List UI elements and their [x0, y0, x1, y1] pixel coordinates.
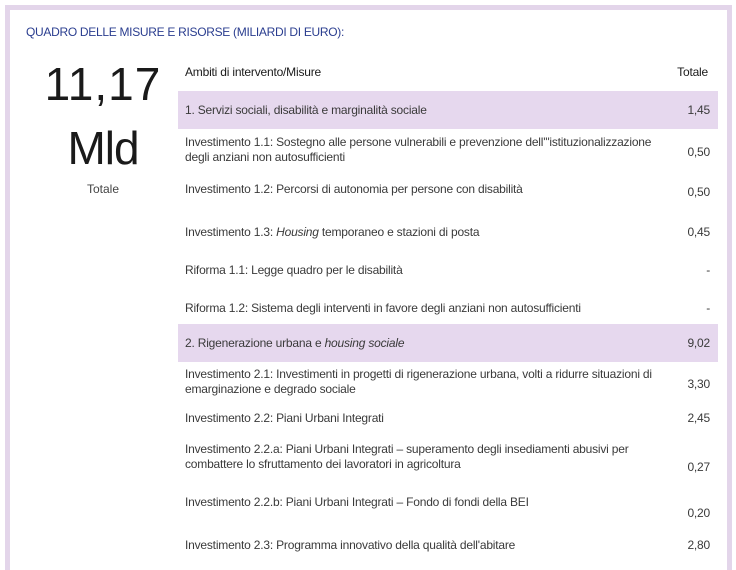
table-row	[178, 530, 718, 560]
column-header-measures: Ambiti di intervento/Misure	[185, 64, 321, 79]
row-label: 1. Servizi sociali, disabilità e marginalità sociale	[185, 102, 427, 117]
table-row	[178, 435, 718, 485]
total-amount: 11,17	[44, 58, 162, 110]
table-header	[178, 60, 718, 84]
table-row	[178, 213, 718, 251]
total-unit: Mld	[67, 122, 139, 174]
row-value: 0,50	[687, 145, 710, 159]
row-value: 1,45	[687, 103, 710, 117]
row-label: Riforma 1.1: Legge quadro per le disabilità	[185, 262, 403, 277]
row-label: Investimento 2.2: Piani Urbani Integrati	[185, 410, 384, 425]
panel-heading: QUADRO DELLE MISURE E RISORSE (MILIARDI DI EURO):	[26, 25, 345, 39]
row-value: 2,45	[687, 411, 710, 425]
table-row	[178, 129, 718, 171]
row-value: 2,80	[687, 538, 710, 552]
row-value: 0,50	[687, 185, 710, 199]
row-label: Riforma 1.2: Sistema degli interventi in favore degli anziani non autosufficienti	[185, 300, 581, 315]
table-row-section-2	[178, 324, 718, 362]
row-label: Investimento 2.2.a: Piani Urbani Integrati – superamento degli insediamenti abusivi per combattere lo sfruttamento dei lavoratori in agricoltura	[185, 442, 629, 471]
table-row	[178, 363, 718, 401]
table-row	[178, 485, 718, 525]
row-value: -	[706, 263, 710, 277]
table-row-section-1	[178, 91, 718, 129]
measures-panel	[5, 5, 732, 570]
row-value: -	[706, 301, 710, 315]
row-label: Investimento 2.3: Programma innovativo della qualità dell'abitare	[185, 537, 516, 552]
total-label: Totale	[86, 182, 120, 196]
row-label: 2. Rigenerazione urbana e housing sociale	[185, 335, 405, 350]
table-row	[178, 403, 718, 433]
row-value: 0,20	[687, 506, 710, 520]
row-label: Investimento 1.2: Percorsi di autonomia per persone con disabilità	[185, 181, 523, 196]
row-label: Investimento 2.2.b: Piani Urbani Integrati – Fondo di fondi della BEI	[185, 494, 529, 509]
row-label: Investimento 2.1: Investimenti in progetti di rigenerazione urbana, volti a ridurre situazioni di emarginazione e degrado sociale	[185, 367, 652, 396]
column-header-total: Totale	[677, 65, 708, 79]
row-value: 0,27	[687, 460, 710, 474]
table-row	[178, 251, 718, 289]
row-label: Investimento 1.1: Sostegno alle persone vulnerabili e prevenzione dell'"istituzionalizzazione degli anziani non autosufficienti	[185, 135, 652, 164]
row-label: Investimento 1.3: Housing temporaneo e stazioni di posta	[185, 224, 480, 239]
table-row	[178, 289, 718, 327]
row-value: 9,02	[687, 336, 710, 350]
row-value: 0,45	[687, 225, 710, 239]
row-value: 3,30	[687, 377, 710, 391]
table-row	[178, 171, 718, 213]
